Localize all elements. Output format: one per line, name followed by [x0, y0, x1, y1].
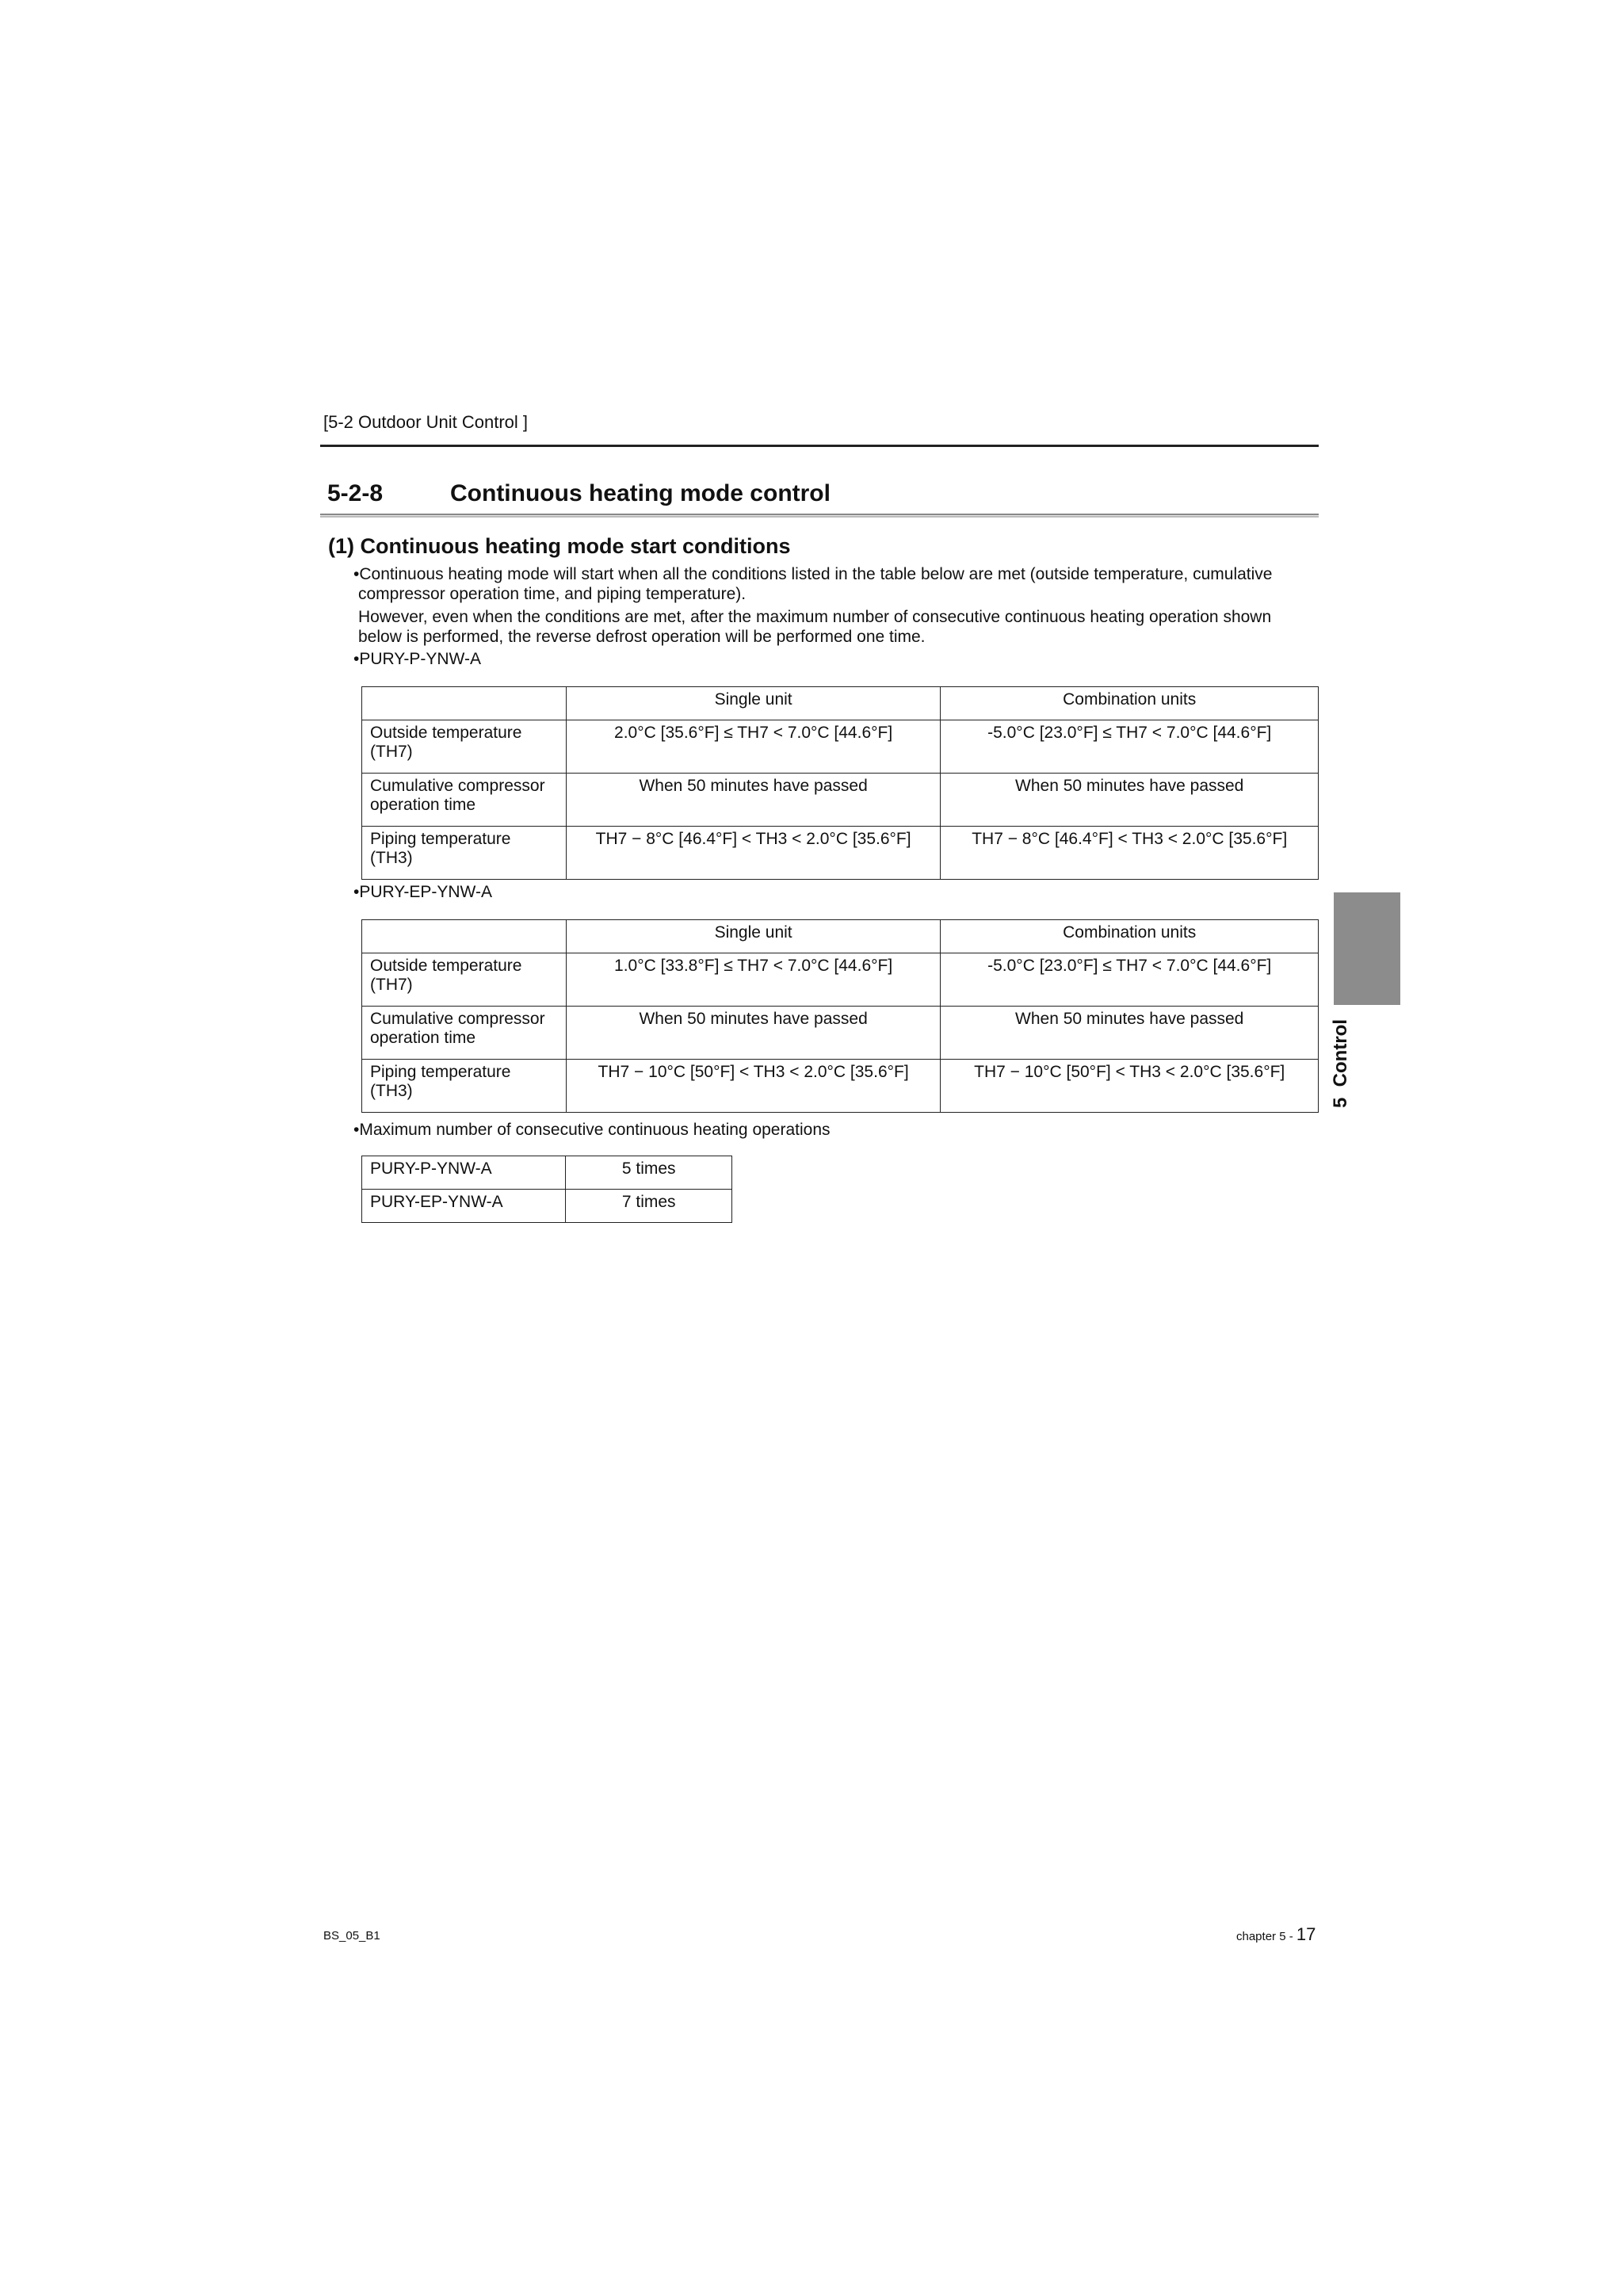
table-cell: -5.0°C [23.0°F] ≤ TH7 < 7.0°C [44.6°F]: [941, 720, 1319, 774]
table-cell: 7 times: [566, 1190, 732, 1223]
table-header-cell: [362, 920, 567, 953]
chapter-side-label: 5 Control: [1330, 1019, 1351, 1108]
table-cell: When 50 minutes have passed: [566, 774, 941, 827]
header-rule: [320, 445, 1319, 447]
table-row: [362, 827, 1319, 880]
intro-bullet-line-2: compressor operation time, and piping temperature).: [358, 585, 747, 603]
table-cell: Outside temperature (TH7): [362, 953, 567, 1007]
table-cell: PURY-P-YNW-A: [362, 1156, 566, 1190]
table-cell: 5 times: [566, 1156, 732, 1190]
table-cell: When 50 minutes have passed: [566, 1007, 941, 1060]
table-cell: TH7 − 10°C [50°F] < TH3 < 2.0°C [35.6°F]: [941, 1060, 1319, 1113]
table-cell: TH7 − 8°C [46.4°F] < TH3 < 2.0°C [35.6°F]: [941, 827, 1319, 880]
section-number: 5-2-8: [327, 480, 384, 506]
table-cell: TH7 − 8°C [46.4°F] < TH3 < 2.0°C [35.6°F]: [566, 827, 941, 880]
chapter-side-tab: [1334, 892, 1400, 1005]
table-cell: Piping temperature (TH3): [362, 827, 567, 880]
table-row: [362, 953, 1319, 1007]
table-cell: TH7 − 10°C [50°F] < TH3 < 2.0°C [35.6°F]: [566, 1060, 941, 1113]
table-row: [362, 720, 1319, 774]
table-cell: When 50 minutes have passed: [941, 774, 1319, 827]
subsection-heading: (1) Continuous heating mode start conditions: [328, 534, 791, 558]
table-header-cell: Single unit: [566, 687, 941, 720]
max-ops-label: •Maximum number of consecutive continuous heating operations: [353, 1121, 831, 1139]
table-row: [362, 1190, 732, 1223]
table-row: [362, 920, 1319, 953]
table-row: [362, 774, 1319, 827]
table-header-cell: Combination units: [941, 687, 1319, 720]
footer-page-number: [1236, 1924, 1316, 1945]
table-row: [362, 1007, 1319, 1060]
intro-however-line-2: below is performed, the reverse defrost operation will be performed one time.: [358, 628, 926, 646]
table-header-cell: [362, 687, 567, 720]
max-ops-table: [361, 1156, 732, 1223]
table-row: [362, 1156, 732, 1190]
table-header-cell: Combination units: [941, 920, 1319, 953]
footer-doc-code: BS_05_B1: [323, 1929, 380, 1943]
table-p-label: •PURY-P-YNW-A: [353, 650, 481, 668]
intro-however-line-1: However, even when the conditions are met, after the maximum number of consecutive continuous heating operation shown: [358, 608, 1272, 626]
table-ep: [361, 919, 1319, 1113]
table-row: [362, 687, 1319, 720]
table-cell: PURY-EP-YNW-A: [362, 1190, 566, 1223]
table-cell: Piping temperature (TH3): [362, 1060, 567, 1113]
table-cell: Cumulative compressor operation time: [362, 1007, 567, 1060]
breadcrumb: [5-2 Outdoor Unit Control ]: [323, 412, 529, 432]
section-title-rule: [320, 514, 1319, 518]
table-p: [361, 686, 1319, 880]
table-cell: 2.0°C [35.6°F] ≤ TH7 < 7.0°C [44.6°F]: [566, 720, 941, 774]
section-title: Continuous heating mode control: [450, 480, 831, 506]
intro-bullet-line-1: •Continuous heating mode will start when all the conditions listed in the table below are met (outside temperature, cumulative: [353, 565, 1273, 583]
table-ep-label: •PURY-EP-YNW-A: [353, 883, 493, 901]
footer-page: 17: [1296, 1924, 1316, 1944]
table-header-cell: Single unit: [566, 920, 941, 953]
table-cell: Outside temperature (TH7): [362, 720, 567, 774]
table-cell: -5.0°C [23.0°F] ≤ TH7 < 7.0°C [44.6°F]: [941, 953, 1319, 1007]
footer-chapter-label: chapter 5 -: [1236, 1930, 1296, 1943]
table-cell: When 50 minutes have passed: [941, 1007, 1319, 1060]
table-row: [362, 1060, 1319, 1113]
table-cell: Cumulative compressor operation time: [362, 774, 567, 827]
table-cell: 1.0°C [33.8°F] ≤ TH7 < 7.0°C [44.6°F]: [566, 953, 941, 1007]
